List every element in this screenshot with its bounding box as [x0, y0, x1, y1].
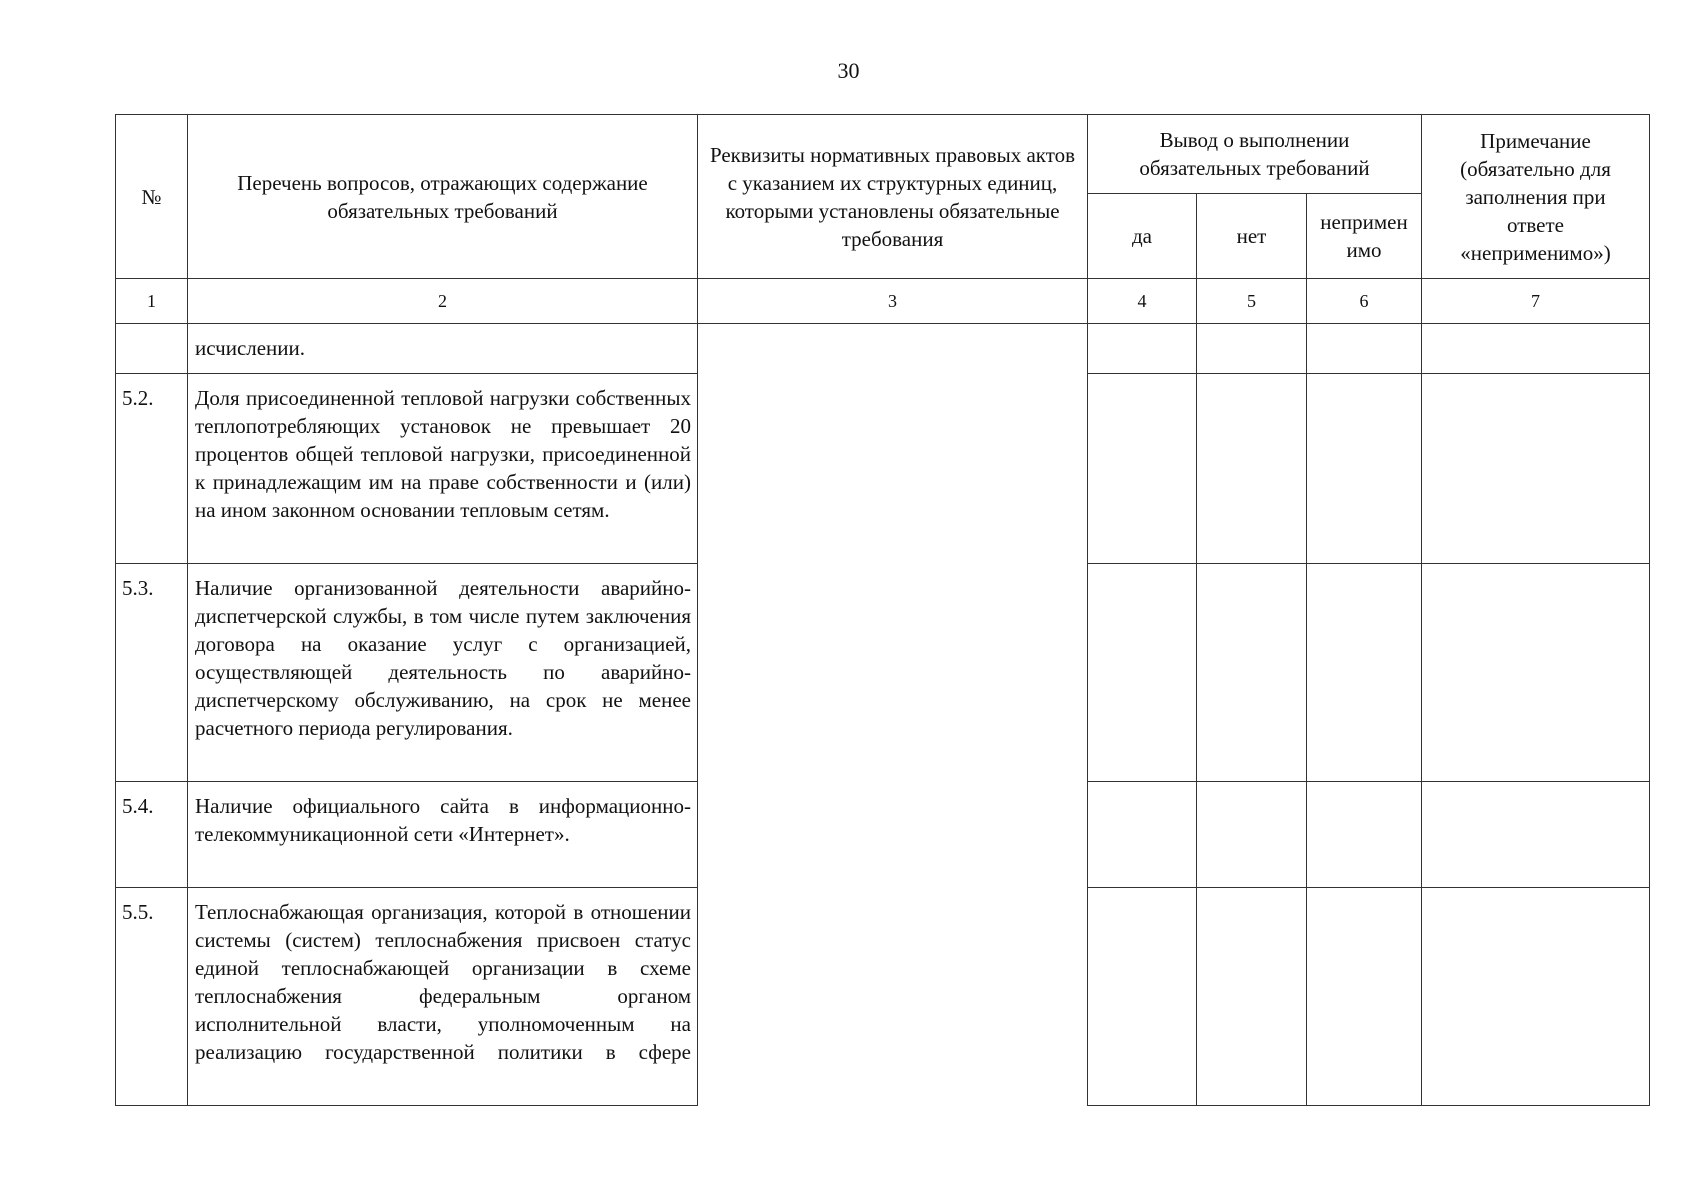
answer-no-cell[interactable]	[1197, 564, 1307, 782]
row-question: Теплоснабжающая организация, которой в отношении системы (систем) теплоснабжения присвоен статус единой теплоснабжающей организации в схеме теплоснабжения федеральным органом исполнительной власти, уполномоченным на реализацию государственной политики в сфере	[188, 888, 698, 1106]
note-cell[interactable]	[1422, 324, 1650, 374]
answer-no-cell[interactable]	[1197, 374, 1307, 564]
table-row	[116, 324, 1650, 374]
note-cell[interactable]	[1422, 564, 1650, 782]
answer-yes-cell[interactable]	[1088, 888, 1197, 1106]
row-question: Наличие официального сайта в информационно-телекоммуникационной сети «Интернет».	[188, 782, 698, 888]
column-number: 4	[1088, 279, 1197, 324]
column-number: 2	[188, 279, 698, 324]
column-number: 3	[698, 279, 1088, 324]
column-number: 1	[116, 279, 188, 324]
row-question: исчислении.	[188, 324, 698, 374]
header-row-1	[116, 115, 1650, 194]
answer-no-cell[interactable]	[1197, 782, 1307, 888]
column-number: 5	[1197, 279, 1307, 324]
note-cell[interactable]	[1422, 888, 1650, 1106]
answer-na-cell[interactable]	[1307, 782, 1422, 888]
row-question: Доля присоединенной тепловой нагрузки собственных теплопотребляющих установок не превышает 20 процентов общей тепловой нагрузки, присоединенной к принадлежащим им на праве собственности и (или) на ином законном основании тепловым сетям.	[188, 374, 698, 564]
answer-na-cell[interactable]	[1307, 324, 1422, 374]
answer-yes-cell[interactable]	[1088, 324, 1197, 374]
answer-na-cell[interactable]	[1307, 374, 1422, 564]
row-number: 5.2.	[116, 374, 188, 564]
answer-na-cell[interactable]	[1307, 888, 1422, 1106]
header-not-applicable	[1307, 194, 1422, 279]
answer-no-cell[interactable]	[1197, 324, 1307, 374]
row-number: 5.3.	[116, 564, 188, 782]
column-numbers-row	[116, 279, 1650, 324]
column-number: 7	[1422, 279, 1650, 324]
header-no: нет	[1197, 194, 1307, 279]
answer-na-cell[interactable]	[1307, 564, 1422, 782]
note-cell[interactable]	[1422, 374, 1650, 564]
header-questions: Перечень вопросов, отражающих содержание обязательных требований	[188, 115, 698, 279]
page-number: 30	[837, 58, 860, 83]
answer-yes-cell[interactable]	[1088, 564, 1197, 782]
column-number: 6	[1307, 279, 1422, 324]
header-yes: да	[1088, 194, 1197, 279]
header-conclusion: Вывод о выполнении обязательных требований	[1088, 115, 1422, 194]
header-requisites: Реквизиты нормативных правовых актов с указанием их структурных единиц, которыми установлены обязательные требования	[698, 115, 1088, 279]
answer-no-cell[interactable]	[1197, 888, 1307, 1106]
row-number: 5.5.	[116, 888, 188, 1106]
row-number	[116, 324, 188, 374]
header-number: №	[116, 115, 188, 279]
header-not-applicable-part1: непримен	[1320, 210, 1408, 234]
row-question: Наличие организованной деятельности аварийно-диспетчерской службы, в том числе путем заключения договора на оказание услуг с организацией, осуществляющей деятельность по аварийно-диспетчерскому обслуживанию, на срок не менее расчетного периода регулирования.	[188, 564, 698, 782]
row-number: 5.4.	[116, 782, 188, 888]
header-not-applicable-part2: имо	[1346, 238, 1382, 262]
header-note: Примечание (обязательно для заполнения при ответе «неприменимо»)	[1422, 115, 1650, 279]
requirements-table	[115, 114, 1650, 1106]
note-cell[interactable]	[1422, 782, 1650, 888]
answer-yes-cell[interactable]	[1088, 374, 1197, 564]
answer-yes-cell[interactable]	[1088, 782, 1197, 888]
requisites-cell	[698, 324, 1088, 1106]
